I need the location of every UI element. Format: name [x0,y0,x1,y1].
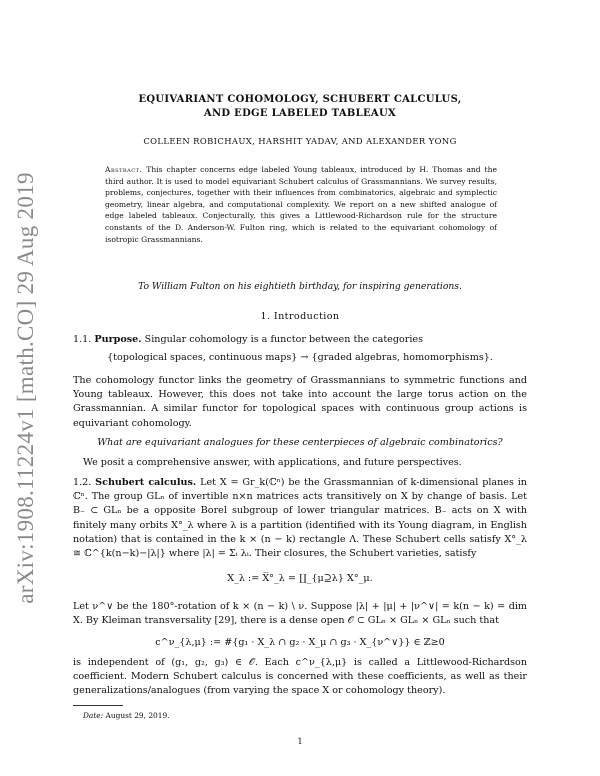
footnote-text: August 29, 2019. [105,711,170,720]
subsection-number: 1.1. [73,334,92,345]
footnote-label: Date: [83,711,104,720]
page-number: 1 [297,736,303,746]
arxiv-stamp [6,0,46,776]
title-line-2: AND EDGE LABELED TABLEAUX [203,108,397,119]
title-line-1: EQUIVARIANT COHOMOLOGY, SCHUBERT CALCULUS, [138,94,462,105]
display-lr-coefficient: c^ν_{λ,μ} := #{g₁ · X_λ ∩ g₂ · X_μ ∩ g₃ · X_{ν^∨}} ∈ ℤ≥0 [155,637,445,648]
abstract-label: Abstract. [105,165,143,174]
subsection-text: Singular cohomology is a functor between the categories [144,334,424,345]
abstract-text: This chapter concerns edge labeled Young tableaux, introduced by H. Thomas and the third author. It is used to model equivariant Schubert calculus of Grassmannians. We survey results, problems, conjectures, together with their influences from combinatorics, algebraic and symplectic geometry, linear algebra, and computational complexity. We report on a new shifted analogue of edge labeled tableaux. Conjecturally, this gives a Littlewood-Richardson rule for the structure constants of the D. Anderson-W. Fulton ring, which is related to the equivariant cohomology of isotropic Grassmannians. [105,165,497,244]
subsection-number: 1.2. [73,477,92,488]
paragraph-cohomology: The cohomology functor links the geometry of Grassmannians to symmetric functions and Young tableaux. However, this does not take into account the large torus action on the Grassmannian. A similar functor for topological spaces with continuous group actions is equivariant cohomology. [73,375,527,429]
footnote-rule [73,705,123,706]
paragraph-answer: We posit a comprehensive answer, with applications, and future perspectives. [83,457,462,468]
arxiv-identifier: arXiv:1908.11224v1 [math.CO] 29 Aug 2019 [13,172,38,604]
subsection-text: Let X = Gr_k(ℂⁿ) be the Grassmannian of k-dimensional planes in ℂⁿ. The group GLₙ of invertible n×n matrices acts transitively on X by change of basis. Let B₋ ⊂ GLₙ be a opposite Borel subgroup of lower triangular matrices. B₋ acts on X with finitely many orbits X°_λ where λ is a partition (identified with its Young diagram, in English notation) that is contained in the k × (n − k) rectangle Λ. These Schubert cells satisfy X°_λ ≅ ℂ^{k(n−k)−|λ|} where |λ| = Σᵢ λᵢ. Their closures, the Schubert varieties, satisfy [73,477,527,560]
guiding-question: What are equivariant analogues for these centerpieces of algebraic combinatorics? [97,437,503,448]
section-heading-introduction: 1. Introduction [260,311,340,322]
abstract [105,164,497,245]
dedication: To William Fulton on his eightieth birthday, for inspiring generations. [138,281,462,292]
paper-title [73,93,527,121]
footnote-date [83,711,170,720]
display-schubert-variety: X_λ := X̅°_λ = ∐_{μ⊇λ} X°_μ. [227,573,373,584]
paragraph-lr-coefficients: is independent of (g₁, g₂, g₃) ∈ 𝒪. Each c^ν_{λ,μ} is called a Littlewood-Richardson coefficient. Modern Schubert calculus is concerned with these coefficients, as well as their generalizations/analogues (from varying the space X or cohomology theory). [73,657,527,697]
author-list: COLLEEN ROBICHAUX, HARSHIT YADAV, AND ALEXANDER YONG [143,136,457,146]
subsection-schubert-calculus [73,476,527,561]
subsection-heading: Purpose. [94,334,142,345]
display-functor: {topological spaces, continuous maps} → {graded algebras, homomorphisms}. [107,352,493,363]
subsection-heading: Schubert calculus. [95,477,197,488]
subsection-purpose [73,333,527,347]
paragraph-kleiman: Let ν^∨ be the 180°-rotation of k × (n − k) \ ν. Suppose |λ| + |μ| + |ν^∨| = k(n − k) = dim X. By Kleiman transversality [29], there is a dense open 𝒪 ⊂ GLₙ × GLₙ × GLₙ such that [73,601,527,627]
